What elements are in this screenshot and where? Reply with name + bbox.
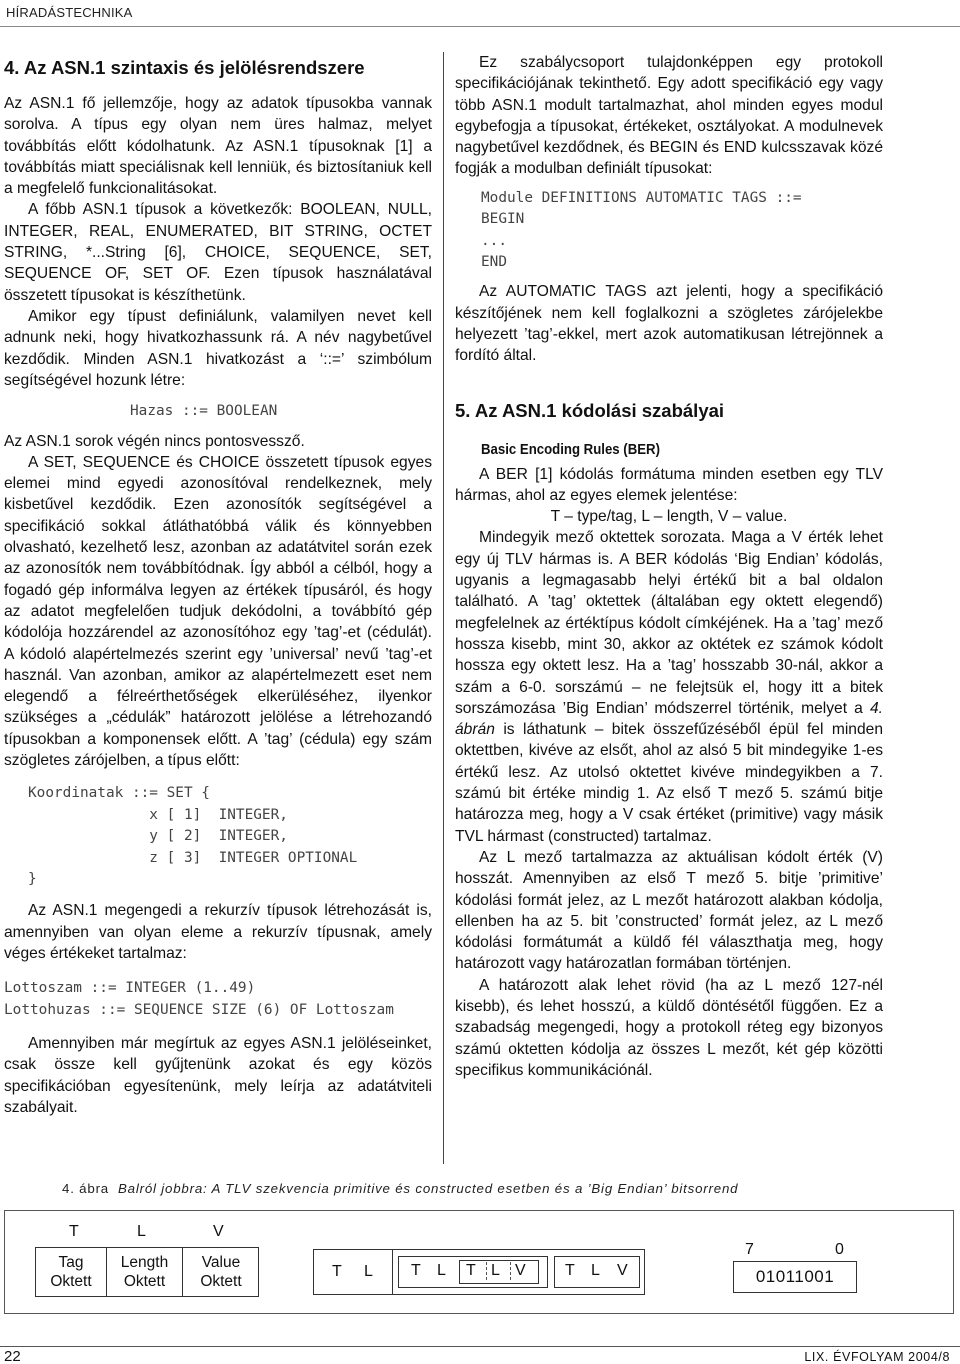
tlv-figure xyxy=(4,1210,954,1314)
subheading: Basic Encoding Rules (BER) xyxy=(481,440,660,458)
paragraph: Amikor egy típust definiálunk, valamilyen nevet kell adnunk neki, hogy hivatkozhassunk rá. A név nagybetűvel kezdődik. Minden ASN.1 hivatkozást a ‘::=’ szimbólum segítségével hozunk létre: xyxy=(4,307,432,389)
second-primitive xyxy=(554,1256,640,1288)
paragraph: Az ASN.1 megengedi a rekurzív típusok létrehozását is, amennyiben van olyan eleme a rekurzív típusnak, amely véges értékeket tartalmaz: xyxy=(4,902,432,962)
nested-l: L xyxy=(364,1263,373,1280)
nested-tlv xyxy=(313,1249,645,1295)
page-number: 22 xyxy=(4,1348,21,1364)
label-t: T xyxy=(69,1223,79,1240)
length-oktett-cell: Length Oktett xyxy=(106,1248,182,1296)
paragraph: Amennyiben már megírtuk az egyes ASN.1 jelöléseinket, csak össze kell gyűjtenünk azokat és egy közös specifikációban egyesítenünk, mely leírja az adatátviteli szabályait. xyxy=(4,1035,432,1116)
right-column xyxy=(455,52,883,1081)
paragraph: Az ASN.1 fő jellemzője, hogy az adatok típusokba vannak sorolva. A típus egy olyan nem üres halmaz, melyet továbbítás előtt kódolhatunk. Az ASN.1 típusoknak [1] a továbbítás miatt speciálisnak kell lenniük, és biztosítaniuk kell a megfelelő funkcionalitásokat. xyxy=(4,95,432,198)
tlv-definition: T – type/tag, L – length, V – value. xyxy=(550,508,788,526)
paragraph: Az AUTOMATIC TAGS azt jelenti, hogy a specifikáció készítőjének nem kell foglalkozni a szögletes zárójelekbe helyezett ’tag’-ekkel, mert azok automatikusan létrejönnek a fordító által. xyxy=(455,283,883,365)
paragraph: Az ASN.1 sorok végén nincs pontosvessző. xyxy=(4,432,305,450)
second-l: L xyxy=(591,1262,600,1279)
figure-reference: 4. ábrán xyxy=(455,699,883,739)
header-rule xyxy=(0,26,960,27)
tlv-cells xyxy=(35,1247,259,1297)
section-4-heading: 4. Az ASN.1 szintaxis és jelölésrendszere xyxy=(4,57,365,78)
inner-constructed xyxy=(398,1256,548,1288)
code-block: Lottoszam ::= INTEGER (1..49) Lottohuzas ::= SEQUENCE SIZE (6) OF Lottoszam xyxy=(4,980,394,1018)
left-column xyxy=(4,52,432,1118)
paragraph-text: is láthatunk – bitek összefűzéséből épül fel minden oktettben, kivéve az elsőt, ahol az alsó 5 bit mindegyike 1-es értékű lesz. Az utolsó oktettet kivéve mindegyikben a 7. számú bit értéke mindig 1. Az első T mező 5. számú bitje határozza meg, hogy a V csak értéket (primitive) vagy másik TVL hármast (constructed) tartalmaz. xyxy=(455,721,883,845)
nested-divider xyxy=(392,1250,393,1294)
figure-caption xyxy=(62,1181,738,1196)
code-block: Hazas ::= BOOLEAN xyxy=(130,403,278,420)
bit-sequence: 01011001 xyxy=(733,1261,857,1293)
paragraph: A BER [1] kódolás formátuma minden esetben egy TLV hármas, ahol az egyes elemek jelentése: xyxy=(455,465,883,504)
code-block: Module DEFINITIONS AUTOMATIC TAGS ::= BEGIN ... END xyxy=(481,189,802,270)
paragraph: A SET, SEQUENCE és CHOICE összetett típusok egyes elemei mind egyedi azonosítóval rendelkeznek, mely kisbetűvel kezdődik. Ezen azonosítók segítségével a specifikáció sokkal átláthatóbbá válik és könnyebben olvasható, kezelhető lesz, azonban az adatátvitel során ezek az azonosítók nem továbbítódnak. Így abból a célból, hogy a fogadó gép informálva legyen az értékek típusáról, és hogy az adatot megfelelően tudjuk dekódolni, a továbbító gép kódolója hozzárendel az azonosítóhoz egy ’tag’-et (cédulát). A kódoló alapértelmezés szerint egy ’universal’ nevű ’tag’-et használ. Van azonban, amikor az alapértelmezett eset nem elegendő a félreérthetőségek elkerüléséhez, ilyenkor szükséges a „cédulák” határozott jelölése a létrehozandó típusokban a komponensek előtt. A ’tag’ (cédula) egy szám szögletes zárójelben, a típus előtt: xyxy=(4,453,432,770)
paragraph: Ez szabálycsoport tulajdonképpen egy protokoll specifikációjának tekinthető. Egy adott specifikáció egy vagy több ASN.1 modult tartalmazhat, ahol minden egyes modul egybefogja a típusokat, értékeket, osztályokat. A modulnevek nagybetűvel kezdődnek, és BEGIN és END kulcsszavak közé fogják a modulban definiált típusokat: xyxy=(455,54,883,178)
second-t: T xyxy=(565,1262,575,1279)
running-header: HÍRADÁSTECHNIKA xyxy=(6,5,133,20)
paragraph: A főbb ASN.1 típusok a következők: BOOLEAN, NULL, INTEGER, REAL, ENUMERATED, BIT STRING, OCTET STRING, *...String [6], CHOICE, SEQUENCE, SET, SEQUENCE OF, SET OF. Ezen típusok használatával összetett típusokat is készíthetünk. xyxy=(4,201,432,304)
paragraph-text: Mindegyik mező oktettek sorozata. Maga a V érték lehet egy új TLV hármas is. A BER kódolás ‘Big Endian’ kódolás, ugyanis a legmagasabb helyi értékű bit a bal oldalon található. A ’tag’ oktettek (általában egy oktett elegendő) megfelelnek az értéktípus kódolt címkéjének. Ha a ’tag’ mező hossza kisebb, mint 30, akkor az oktétek ez számok kódolt hossza egy oktett lesz. Ha a ’tag’ hosszabb 30-nál, akkor a szám a 6-0. sorszámú – ne felejtsük el, hogy itt a bitek sorszámozása ’Big Endian’ módszerrel történik, melyet a xyxy=(455,529,883,717)
inner-t: T xyxy=(411,1262,421,1279)
label-l: L xyxy=(137,1223,146,1240)
label-v: V xyxy=(213,1223,224,1240)
section-5-heading: 5. Az ASN.1 kódolási szabályai xyxy=(455,399,725,421)
figure-caption-text: Balról jobbra: A TLV szekvencia primitive és constructed esetben és a ’Big Endian’ bitsorrend xyxy=(118,1181,739,1196)
nested-t: T xyxy=(332,1263,342,1280)
bit-high-label: 7 xyxy=(745,1241,754,1258)
inner-primitive-t: T xyxy=(466,1262,476,1279)
bit-low-label: 0 xyxy=(835,1241,844,1258)
journal-issue: LIX. ÉVFOLYAM 2004/8 xyxy=(804,1350,950,1364)
second-v: V xyxy=(617,1262,628,1279)
inner-primitive-l: L xyxy=(486,1262,500,1280)
footer-rule xyxy=(0,1346,960,1347)
value-oktett-cell: Value Oktett xyxy=(182,1248,259,1296)
inner-primitive xyxy=(459,1260,539,1284)
paragraph: A határozott alak lehet rövid (ha az L mező 127-nél kisebb), és lehet hosszú, a küldő döntésétől függően. Ez a szabadság megengedi, hogy a protokoll réteg egy bizonyos számú oktetten kódolja az összes L mezőt, két gép közötti specifikus kommunikációnál. xyxy=(455,976,883,1079)
inner-primitive-v: V xyxy=(510,1262,526,1280)
tag-oktett-cell: Tag Oktett xyxy=(50,1254,92,1290)
code-block: Koordinatak ::= SET { x [ 1] INTEGER, y [ 2] INTEGER, z [ 3] INTEGER OPTIONAL } xyxy=(28,785,358,887)
figure-label: 4. ábra xyxy=(62,1181,109,1196)
inner-l: L xyxy=(437,1262,446,1279)
column-divider xyxy=(443,52,444,1164)
paragraph: Az L mező tartalmazza az aktuálisan kódolt érték (V) hosszát. Amennyiben az első T mező 5. bitje ’primitive’ kódolási formát jelez, az L mezőt határozott alakban kódolja, ellenben ha az 5. bit ’constructed’ formát jelez, az L mező kódolási formátumát a küldő fél választhatja meg, hogy határozott vagy határozatlan formában történjen. xyxy=(455,848,883,973)
paragraph xyxy=(455,527,883,846)
